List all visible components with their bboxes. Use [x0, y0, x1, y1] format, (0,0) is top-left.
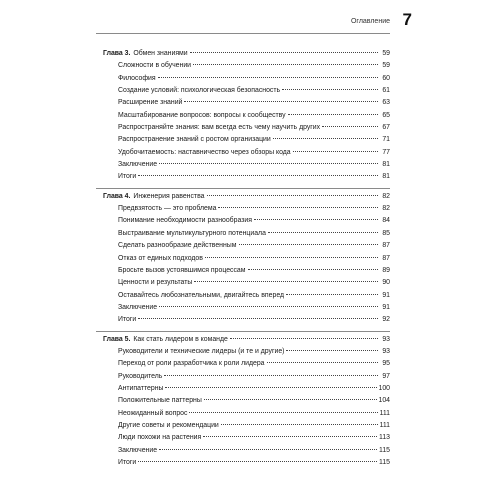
chapter-title: Как стать лидером в команде: [133, 335, 228, 343]
dot-leader: [254, 219, 378, 220]
toc-entry[interactable]: [103, 420, 390, 432]
dot-leader: [273, 138, 378, 139]
toc-entry-text: [103, 60, 380, 72]
toc-entry[interactable]: [103, 371, 390, 383]
dot-leader: [138, 175, 378, 176]
toc-entry-text: [103, 265, 380, 277]
toc-entry-title: Люди похожи на растения: [118, 434, 202, 442]
toc-entry-page-number: 82: [382, 205, 390, 213]
toc-entry-title: Сделать разнообразие действенным: [118, 242, 237, 250]
toc-entry-title: Оставайтесь любознательными, двигайтесь вперед: [118, 291, 285, 299]
toc-entry-page-number: 59: [382, 62, 390, 70]
toc-entry-title: Философия: [118, 74, 156, 82]
chapter-heading[interactable]: [103, 48, 390, 60]
toc-entry-page-number: 100: [378, 384, 390, 392]
chapter-title: Инженерия равенства: [133, 192, 205, 200]
toc-entry-text: [103, 110, 380, 122]
toc-entry-page-number: 87: [382, 254, 390, 262]
toc-entry-text: [103, 253, 380, 265]
dot-leader: [248, 269, 379, 270]
dot-leader: [286, 294, 378, 295]
toc-entry-title: Итоги: [118, 459, 137, 466]
toc-entry-page-number: 63: [382, 99, 390, 107]
toc-entry-page-number: 85: [382, 229, 390, 237]
toc-entry-text: [103, 432, 379, 444]
toc-entry-title: Итоги: [118, 173, 137, 181]
toc-entry-page-number: 113: [379, 434, 390, 442]
toc-entry[interactable]: [103, 457, 390, 469]
dot-leader: [322, 126, 378, 127]
toc-entry-text: [103, 358, 380, 370]
toc-entry[interactable]: [103, 215, 390, 227]
toc-entry-text: [103, 371, 380, 383]
chapter-heading-text: [103, 334, 380, 346]
toc-entry[interactable]: [103, 314, 390, 326]
toc-entry-text: [103, 147, 380, 159]
dot-leader: [194, 281, 378, 282]
toc-entry-text: [103, 457, 379, 469]
chapter-page-number: 93: [382, 335, 390, 343]
toc-entry[interactable]: [103, 159, 390, 171]
dot-leader: [193, 64, 378, 65]
toc-entry[interactable]: [103, 60, 390, 72]
toc-entry-page-number: 60: [382, 74, 390, 82]
toc-entry-page-number: 81: [382, 161, 390, 169]
toc-entry-page-number: 115: [379, 459, 390, 466]
toc-entry-title: Масштабирование вопросов: вопросы к сообществу: [118, 111, 286, 119]
toc-entry-page-number: 104: [378, 397, 390, 405]
toc-entry-title: Отказ от единых подходов: [118, 254, 203, 262]
dot-leader: [286, 350, 378, 351]
toc-entry-page-number: 95: [382, 360, 390, 368]
running-head: Оглавление: [350, 18, 390, 25]
dot-leader: [159, 306, 378, 307]
toc-entry[interactable]: [103, 203, 390, 215]
toc-entry-page-number: 91: [382, 291, 390, 299]
toc-entry-title: Создание условий: психологическая безопасность: [118, 87, 281, 95]
toc-entry-title: Итоги: [118, 316, 137, 324]
toc-entry-page-number: 93: [382, 347, 390, 355]
toc-entry-text: [103, 97, 380, 109]
toc-entry[interactable]: [103, 134, 390, 146]
toc-entry[interactable]: [103, 110, 390, 122]
toc-entry-title: Положительные паттерны: [118, 397, 202, 405]
chapter-label: Глава 4.: [103, 192, 131, 200]
toc-entry[interactable]: [103, 346, 390, 358]
chapter-label: Глава 3.: [103, 50, 131, 57]
toc-entry-text: [103, 408, 380, 420]
toc-entry-page-number: 87: [382, 242, 390, 250]
toc-entry-text: [103, 302, 380, 314]
dot-leader: [268, 232, 378, 233]
chapter-heading-text: [103, 191, 380, 203]
toc-entry-text: [103, 85, 380, 97]
toc-entry[interactable]: [103, 265, 390, 277]
toc-entry-text: [103, 445, 379, 457]
toc-entry-text: [103, 159, 380, 171]
toc-entry-title: Понимание необходимости разнообразия: [118, 217, 252, 225]
chapter-divider: [96, 188, 390, 189]
toc-entry-page-number: 97: [382, 372, 390, 380]
dot-leader: [138, 318, 378, 319]
dot-leader: [159, 449, 377, 450]
dot-leader: [164, 375, 378, 376]
toc-entry-page-number: 71: [382, 136, 390, 144]
chapter-page-number: 82: [382, 192, 390, 200]
toc-entry-title: Сложности в обучении: [118, 62, 192, 70]
toc-entry[interactable]: [103, 395, 390, 407]
chapter-title: Обмен знаниями: [133, 50, 188, 57]
toc-entry-text: [103, 215, 380, 227]
dot-leader: [293, 151, 378, 152]
chapter-divider: [96, 331, 390, 332]
toc-entry-title: Переход от роли разработчика к роли лидера: [118, 360, 265, 368]
toc-entry-title: Неожиданный вопрос: [118, 409, 188, 417]
toc-entry[interactable]: [103, 445, 390, 457]
toc-entry-text: [103, 346, 380, 358]
toc-entry-page-number: 84: [382, 217, 390, 225]
chapter-block: [103, 48, 390, 184]
toc-entry-text: [103, 122, 380, 134]
toc-entry-title: Распространение знаний с ростом организации: [118, 136, 271, 144]
toc-entry[interactable]: [103, 97, 390, 109]
toc-entry[interactable]: [103, 277, 390, 289]
dot-leader: [207, 195, 379, 196]
toc-entry-title: Антипаттерны: [118, 384, 164, 392]
toc-entry-title: Заключение: [118, 303, 158, 311]
toc-entry-text: [103, 134, 380, 146]
toc-entry-title: Заключение: [118, 161, 158, 169]
toc-entry-text: [103, 203, 380, 215]
toc-entry[interactable]: [103, 302, 390, 314]
toc-entry-title: Удобочитаемость: наставничество через обзоры кода: [118, 148, 291, 156]
page-number: 7: [402, 10, 412, 29]
dot-leader: [184, 101, 378, 102]
toc-entry[interactable]: [103, 147, 390, 159]
toc-entry-title: Выстраивание мультикультурного потенциала: [118, 229, 266, 237]
header-rule: [96, 33, 390, 34]
chapter-block: [103, 331, 390, 470]
toc-entry-text: [103, 314, 380, 326]
toc-entry[interactable]: [103, 432, 390, 444]
dot-leader: [239, 244, 379, 245]
dot-leader: [204, 399, 377, 400]
dot-leader: [267, 362, 379, 363]
toc-entry-page-number: 89: [382, 266, 390, 274]
chapter-block: [103, 188, 390, 327]
dot-leader: [165, 387, 376, 388]
toc-entry-page-number: 67: [382, 124, 390, 132]
dot-leader: [189, 412, 377, 413]
dot-leader: [218, 207, 378, 208]
toc-entry[interactable]: [103, 228, 390, 240]
toc-entry-text: [103, 277, 380, 289]
toc-entry[interactable]: [103, 383, 390, 395]
dot-leader: [282, 89, 378, 90]
toc-entry-title: Расширение знаний: [118, 99, 183, 107]
toc-entry-title: Заключение: [118, 446, 158, 454]
toc-entry[interactable]: [103, 240, 390, 252]
toc-entry-title: Распространяйте знания: вам всегда есть чему научить других: [118, 124, 321, 132]
toc-entry-page-number: 77: [382, 148, 390, 156]
dot-leader: [158, 77, 378, 78]
toc-entry-text: [103, 395, 379, 407]
dot-leader: [205, 257, 378, 258]
dot-leader: [203, 436, 377, 437]
toc-entry-page-number: 81: [382, 173, 390, 181]
chapter-heading[interactable]: [103, 191, 390, 203]
toc-entry-title: Бросьте вызов устоявшимся процессам: [118, 266, 246, 274]
dot-leader: [288, 114, 378, 115]
dot-leader: [230, 338, 378, 339]
toc-entry[interactable]: [103, 85, 390, 97]
toc-entry-page-number: 115: [379, 446, 390, 454]
toc-entry-page-number: 92: [382, 316, 390, 324]
toc-entry[interactable]: [103, 408, 390, 420]
toc-entry[interactable]: [103, 358, 390, 370]
toc-entry-text: [103, 420, 380, 432]
toc-entry[interactable]: [103, 290, 390, 302]
toc-entry-page-number: 91: [382, 303, 390, 311]
dot-leader: [190, 52, 378, 53]
toc-entry-title: Руководитель: [118, 372, 163, 380]
toc-entry-page-number: 111: [379, 421, 390, 429]
toc-entry-title: Ценности и результаты: [118, 279, 193, 287]
chapter-heading[interactable]: [103, 334, 390, 346]
chapter-label: Глава 5.: [103, 335, 131, 343]
toc-entry-page-number: 65: [382, 111, 390, 119]
toc-entry-title: Другие советы и рекомендации: [118, 421, 219, 429]
dot-leader: [159, 163, 378, 164]
toc-entry-title: Предвзятость — это проблема: [118, 205, 217, 213]
toc-entry[interactable]: [103, 253, 390, 265]
dot-leader: [221, 424, 378, 425]
toc-entry-page-number: 111: [379, 409, 390, 417]
toc-entry[interactable]: [103, 122, 390, 134]
toc-entry-page-number: 90: [382, 279, 390, 287]
toc-entry-text: [103, 383, 379, 395]
chapter-page-number: 59: [382, 50, 390, 57]
chapter-heading-text: [103, 48, 380, 60]
toc-entry-text: [103, 228, 380, 240]
toc-entry-text: [103, 171, 380, 183]
toc-entry-text: [103, 240, 380, 252]
toc-entry-text: [103, 290, 380, 302]
toc-entry[interactable]: [103, 171, 390, 183]
toc-entry[interactable]: [103, 73, 390, 85]
table-of-contents: [103, 48, 390, 469]
dot-leader: [138, 461, 377, 462]
toc-entry-text: [103, 73, 380, 85]
toc-entry-page-number: 61: [382, 87, 390, 95]
toc-entry-title: Руководители и технические лидеры (и те и другие): [118, 347, 285, 355]
